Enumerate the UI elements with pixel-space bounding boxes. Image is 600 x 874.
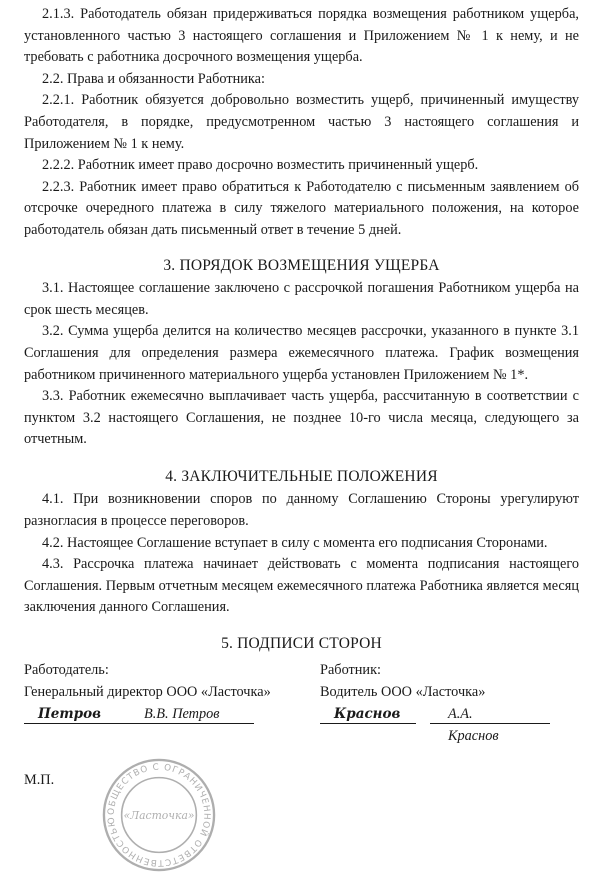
clause-3-2: 3.2. Сумма ущерба делится на количество месяцев рассрочки, указанного в пункте 3.1 Соглашения для определения размера ежемесячного платежа. График возмещения работником причиненного материального ущерба установлен Приложением № 1*.	[24, 323, 579, 383]
clause-4-1: 4.1. При возникновении споров по данному Соглашению Стороны урегулируют разногласия в процессе переговоров.	[24, 491, 579, 530]
document-page	[24, 4, 579, 867]
employee-printed-name: А.А. Краснов	[448, 705, 499, 744]
clause-2-2-1: 2.2.1. Работник обязуется добровольно возместить ущерб, причиненный имуществу Работодателя, в порядке, предусмотренном частью 3 настоящего соглашения и Приложением № 1 к нему.	[24, 92, 579, 152]
clause-2-1-3: 2.1.3. Работодатель обязан придерживаться порядка возмещения работником ущерба, установленного частью 3 настоящего соглашения и Приложением № 1 к нему, и не требовать с работника досрочного возмещения ущерба.	[24, 6, 579, 66]
clause-4-3: 4.3. Рассрочка платежа начинает действовать с момента подписания настоящего Соглашения. Первым отчетным месяцем ежемесячного платежа Работника является месяц заключения данного Соглашения.	[24, 556, 579, 616]
svg-text:«Ласточка»: «Ласточка»	[123, 808, 195, 822]
section-3-title: 3. ПОРЯДОК ВОЗМЕЩЕНИЯ УЩЕРБА	[163, 256, 440, 274]
employee-underline-left	[320, 723, 416, 724]
clause-3-1: 3.1. Настоящее соглашение заключено с рассрочкой погашения Работником ущерба на срок шесть месяцев.	[24, 280, 579, 318]
employer-underline	[24, 723, 254, 724]
signatures-block	[24, 659, 579, 867]
employee-position: Водитель ООО «Ласточка»	[320, 683, 486, 700]
clause-3-3: 3.3. Работник ежемесячно выплачивает часть ущерба, рассчитанную в соответствии с пунктом 3.2 настоящего Соглашения, не позднее 10-го числа месяца, следующего за отчетным.	[24, 388, 579, 448]
employer-signature-line	[24, 703, 271, 727]
employer-role: Работодатель:	[24, 661, 109, 678]
employee-signature-column	[320, 659, 499, 744]
employee-signature-line	[320, 703, 499, 744]
employer-signature-column	[24, 659, 271, 727]
seal-place-label: М.П.	[24, 771, 55, 788]
employer-handwritten-signature: Петров	[38, 705, 101, 722]
employer-position: Генеральный директор ООО «Ласточка»	[24, 683, 271, 700]
employee-handwritten-signature: Краснов	[334, 705, 401, 722]
section-5-title: 5. ПОДПИСИ СТОРОН	[221, 635, 382, 653]
clause-2-2: 2.2. Права и обязанности Работника:	[42, 70, 265, 87]
clause-2-2-2: 2.2.2. Работник имеет право досрочно возместить причиненный ущерб.	[42, 157, 479, 174]
clause-4-2: 4.2. Настоящее Соглашение вступает в силу с момента его подписания Сторонами.	[42, 534, 548, 551]
section-4-title: 4. ЗАКЛЮЧИТЕЛЬНЫЕ ПОЛОЖЕНИЯ	[165, 467, 438, 485]
employee-role: Работник:	[320, 661, 381, 678]
employer-printed-name: В.В. Петров	[144, 705, 220, 722]
svg-text:ОБЩЕСТВО С ОГРАНИЧЕННОЙ ОТВЕТС: ОБЩЕСТВО С ОГРАНИЧЕННОЙ ОТВЕТСТВЕННОСТЬЮ	[106, 762, 212, 867]
company-stamp-icon	[100, 756, 218, 874]
clause-2-2-3: 2.2.3. Работник имеет право обратиться к Работодателю с письменным заявлением об отсрочке очередного платежа в силу тяжелого материального положения, на которое работодатель обязан дать письменный ответ в течение 5 дней.	[24, 178, 579, 238]
employee-underline-right	[430, 723, 550, 724]
